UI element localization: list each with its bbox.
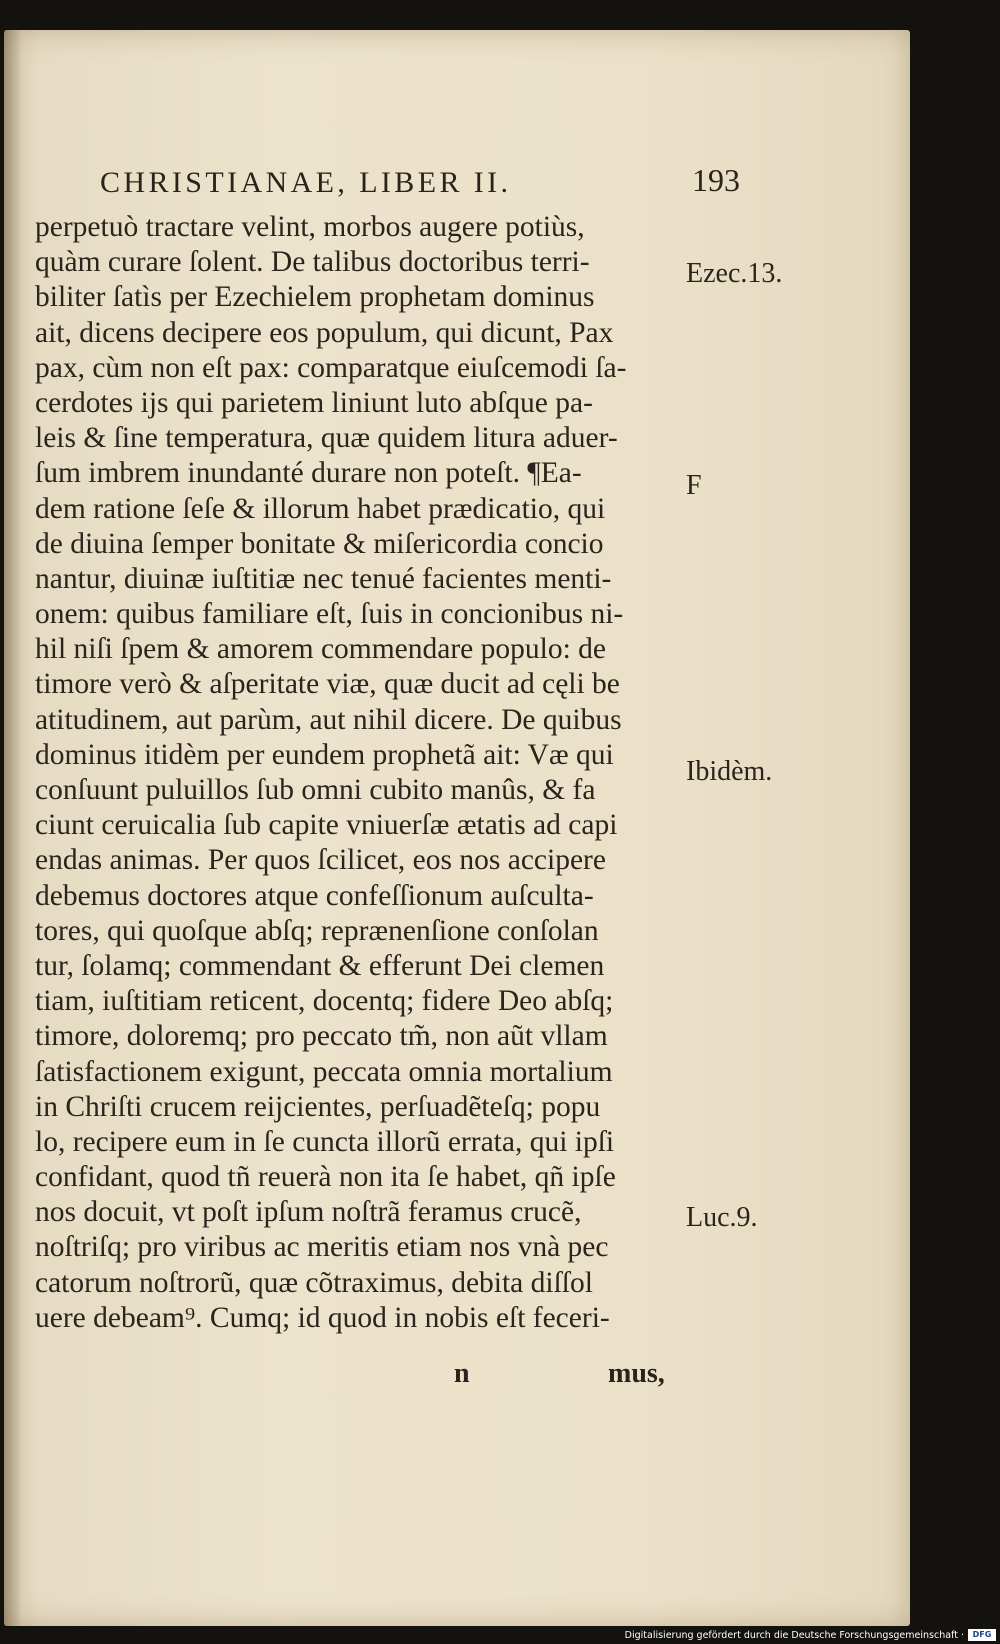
dfg-logo-icon: DFG	[968, 1629, 996, 1641]
text-line: conſuunt puluillos ſub omni cubito manûs, & fa	[35, 774, 596, 806]
digitization-credit: Digitalisierung gefördert durch die Deutsche Forschungsgemeinschaft ·	[624, 1630, 964, 1641]
running-head: CHRISTIANAE, LIBER II.	[100, 166, 512, 199]
text-line: ſum imbrem inundanté durare non poteſt. ¶Ea-	[35, 457, 582, 490]
text-line: uere debeam⁹. Cumq; id quod in nobis eſt feceri-	[35, 1301, 610, 1334]
text-line: tur, ſolamq; commendant & efferunt Dei clemen	[35, 949, 605, 982]
signature-mark: n	[454, 1358, 470, 1389]
text-line: de diuina ſemper bonitate & miſericordia concio	[35, 527, 604, 560]
text-line: atitudinem, aut parùm, aut nihil dicere. De quibus	[35, 703, 622, 736]
text-line: dem ratione ſeſe & illorum habet prædicatio, qui	[35, 492, 606, 525]
text-line: tores, qui quoſque abſq; reprænenſione conſolan	[35, 914, 599, 947]
text-line: onem: quibus familiare eſt, ſuis in concionibus ni-	[35, 598, 624, 631]
text-line: tiam, iuſtitiam reticent, docentq; fidere Deo abſq;	[35, 985, 614, 1018]
text-line: ait, dicens decipere eos populum, qui dicunt, Pax	[35, 316, 614, 349]
page-number: 193	[692, 162, 740, 198]
text-line: timore verò & aſperitate viæ, quæ ducit ad cęli be	[35, 668, 620, 701]
margin-note-luc: Luc.9.	[686, 1202, 758, 1233]
text-line: nos docuit, vt poſt ipſum noſtrã feramus crucẽ,	[35, 1196, 582, 1229]
body-text	[35, 210, 685, 1336]
text-line: lo, recipere eum in ſe cuncta illorũ errata, qui ipſi	[35, 1125, 615, 1158]
text-line: biliter ſatìs per Ezechielem prophetam dominus	[35, 281, 595, 314]
margin-note-ibidem: Ibidèm.	[686, 756, 773, 787]
book-page	[4, 30, 910, 1626]
text-line: timore, doloremq; pro peccato tm̃, non aũt vllam	[35, 1020, 608, 1053]
text-line: ſatisfactionem exigunt, peccata omnia mortalium	[35, 1055, 613, 1088]
margin-note-ezec: Ezec.13.	[686, 258, 783, 289]
text-line: perpetuò tractare velint, morbos augere potiùs,	[35, 211, 585, 243]
text-line: nantur, diuinæ iuſtitiæ nec tenué facientes menti-	[35, 562, 612, 595]
text-line: catorum noſtrorũ, quæ cõtraximus, debita diſſol	[35, 1266, 593, 1299]
margin-note-f: F	[686, 470, 702, 501]
text-line: cerdotes ijs qui parietem liniunt luto abſque pa-	[35, 386, 593, 419]
text-line: debemus doctores atque confeſſionum auſculta-	[35, 879, 594, 912]
text-line: leis & ſine temperatura, quæ quidem litura aduer-	[35, 422, 618, 455]
text-line: endas animas. Per quos ſcilicet, eos nos accipere	[35, 844, 606, 877]
text-line: confidant, quod tñ reuerà non ita ſe habet, qñ ipſe	[35, 1161, 616, 1194]
text-line: pax, cùm non eſt pax: comparatque eiuſcemodi ſa-	[35, 351, 627, 384]
text-line: ciunt ceruicalia ſub capite vniuerſæ ætatis ad capi	[35, 809, 618, 842]
text-line: dominus itidèm per eundem prophetã ait: Væ qui	[35, 738, 614, 771]
text-line: in Chriſti crucem reijcientes, perſuadẽteſq; popu	[35, 1090, 601, 1123]
text-line: quàm curare ſolent. De talibus doctoribus terri-	[35, 246, 590, 279]
text-line: noſtriſq; pro viribus ac meritis etiam nos vnà pec	[35, 1231, 609, 1264]
text-line: hil niſi ſpem & amorem commendare populo: de	[35, 633, 607, 666]
catchword: mus,	[608, 1358, 665, 1389]
